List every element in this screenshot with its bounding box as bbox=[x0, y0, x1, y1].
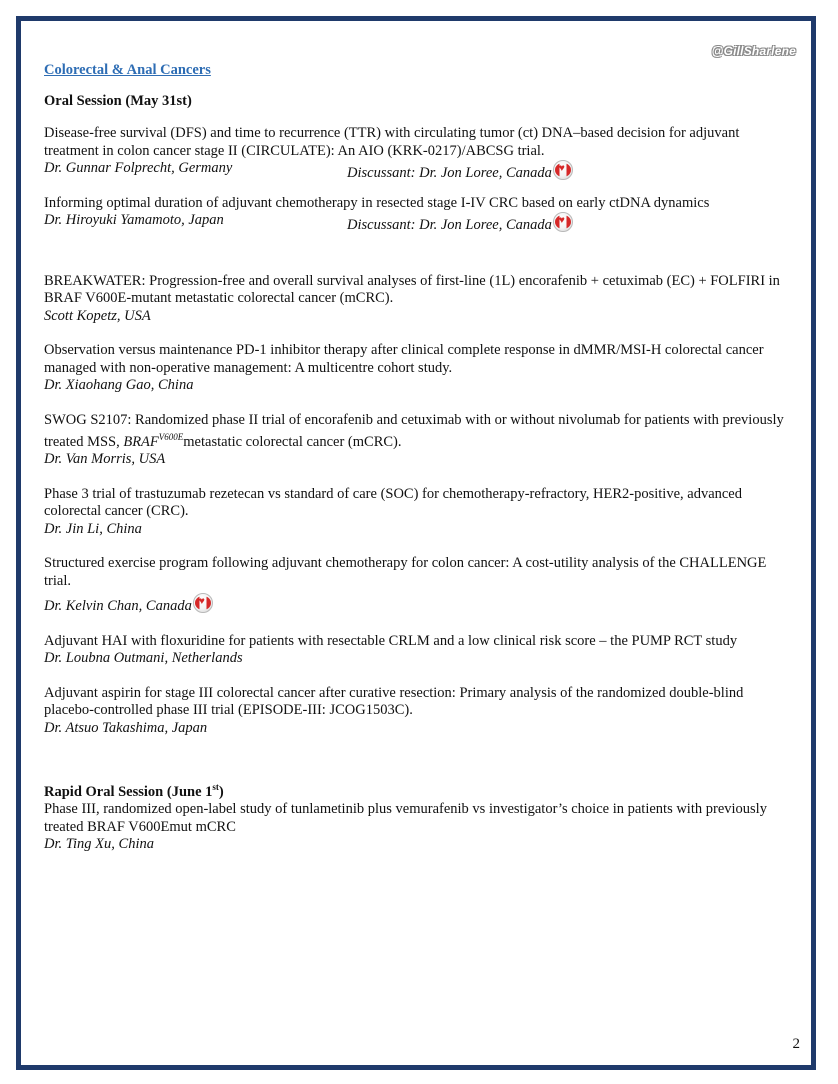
watermark: @GillSharlene bbox=[711, 44, 796, 58]
oral-session-title: Oral Session (May 31st) bbox=[44, 93, 192, 109]
canada-flag-icon bbox=[553, 160, 573, 180]
rapid-session-title-text: Rapid Oral Session (June 1 bbox=[44, 784, 213, 801]
gene-mutation: V600E bbox=[158, 432, 184, 442]
abstract-entry bbox=[44, 273, 794, 326]
abstract-entry bbox=[44, 342, 794, 395]
abstract-title: BREAKWATER: Progression-free and overall survival analyses of first-line (1L) encorafenib + cetuximab (EC) + FOLFIRI in BRAF V600E-mutant metastatic colorectal cancer (mCRC). bbox=[44, 272, 780, 306]
speaker-name: Dr. Gunnar Folprecht, Germany bbox=[44, 160, 233, 176]
abstract-entry bbox=[44, 412, 794, 469]
abstract-title: Disease-free survival (DFS) and time to recurrence (TTR) with circulating tumor (ct) DNA–based decision for adjuvant treatment in colon cancer stage II (CIRCULATE): An AIO (KRK-0217)/ABCSG trial. bbox=[44, 125, 740, 159]
abstract-title-text-end: metastatic colorectal cancer (mCRC). bbox=[183, 433, 402, 450]
speaker-name: Dr. Kelvin Chan, Canada bbox=[44, 598, 192, 615]
rapid-session-title bbox=[44, 782, 794, 801]
discussant bbox=[347, 160, 573, 183]
speaker-line bbox=[44, 212, 794, 233]
abstract-entry bbox=[44, 801, 794, 854]
speaker-name: Dr. Hiroyuki Yamamoto, Japan bbox=[44, 212, 224, 228]
abstract-title: Adjuvant aspirin for stage III colorectal cancer after curative resection: Primary analysis of the randomized double-blind placebo-controlled phase III trial (EPISODE-III: JCOG1503C). bbox=[44, 684, 744, 719]
abstract-title: Structured exercise program following adjuvant chemotherapy for colon cancer: A cost-utility analysis of the CHALLENGE trial. bbox=[44, 555, 767, 589]
abstract-entry bbox=[44, 486, 794, 539]
speaker-name: Scott Kopetz, USA bbox=[44, 307, 151, 324]
abstract-entry bbox=[44, 633, 794, 668]
abstract-title-text: SWOG S2107: Randomized phase II trial of encorafenib and cetuximab with or without nivolumab for patients with previously treated MSS, bbox=[44, 411, 784, 450]
speaker-name: Dr. Ting Xu, China bbox=[44, 836, 154, 853]
abstract-entry bbox=[44, 685, 794, 738]
canada-flag-icon bbox=[193, 593, 213, 613]
speaker-line bbox=[44, 160, 794, 181]
abstract-title: Phase 3 trial of trastuzumab rezetecan vs standard of care (SOC) for chemotherapy-refractory, HER2-positive, advanced colorectal cancer (CRC). bbox=[44, 485, 742, 520]
canada-flag-icon bbox=[553, 212, 573, 232]
document-content bbox=[44, 62, 794, 871]
spacer bbox=[44, 754, 794, 782]
spacer bbox=[44, 247, 794, 273]
gene-name: BRAF bbox=[123, 433, 159, 450]
speaker-name: Dr. Jin Li, China bbox=[44, 520, 142, 537]
abstract-title: Adjuvant HAI with floxuridine for patients with resectable CRLM and a low clinical risk score – the PUMP RCT study bbox=[44, 632, 738, 649]
abstract-title: Informing optimal duration of adjuvant chemotherapy in resected stage I-IV CRC based on early ctDNA dynamics bbox=[44, 194, 710, 211]
speaker-line bbox=[44, 593, 794, 616]
discussant-name: Discussant: Dr. Jon Loree, Canada bbox=[347, 165, 552, 181]
discussant bbox=[347, 212, 573, 235]
speaker-name: Dr. Van Morris, USA bbox=[44, 451, 166, 468]
abstract-title: Observation versus maintenance PD-1 inhibitor therapy after clinical complete response in dMMR/MSI-H colorectal cancer managed with non-operative management: A multicentre cohort study. bbox=[44, 342, 764, 376]
abstract-title bbox=[44, 412, 794, 452]
rapid-session-title-end: ) bbox=[218, 784, 224, 801]
speaker-name: Dr. Loubna Outmani, Netherlands bbox=[44, 650, 243, 667]
abstract-entry bbox=[44, 555, 794, 616]
page-number: 2 bbox=[792, 1036, 800, 1052]
discussant-name: Discussant: Dr. Jon Loree, Canada bbox=[347, 217, 552, 233]
rapid-session-title-sup: st bbox=[212, 782, 219, 793]
abstract-entry bbox=[44, 194, 794, 233]
abstract-title: Phase III, randomized open-label study of tunlametinib plus vemurafenib vs investigator’s choice in patients with previously treated BRAF V600Emut mCRC bbox=[44, 801, 767, 835]
section-title[interactable]: Colorectal & Anal Cancers bbox=[44, 62, 211, 78]
speaker-name: Dr. Atsuo Takashima, Japan bbox=[44, 719, 208, 736]
abstract-entry bbox=[44, 125, 794, 181]
speaker-name: Dr. Xiaohang Gao, China bbox=[44, 377, 194, 393]
